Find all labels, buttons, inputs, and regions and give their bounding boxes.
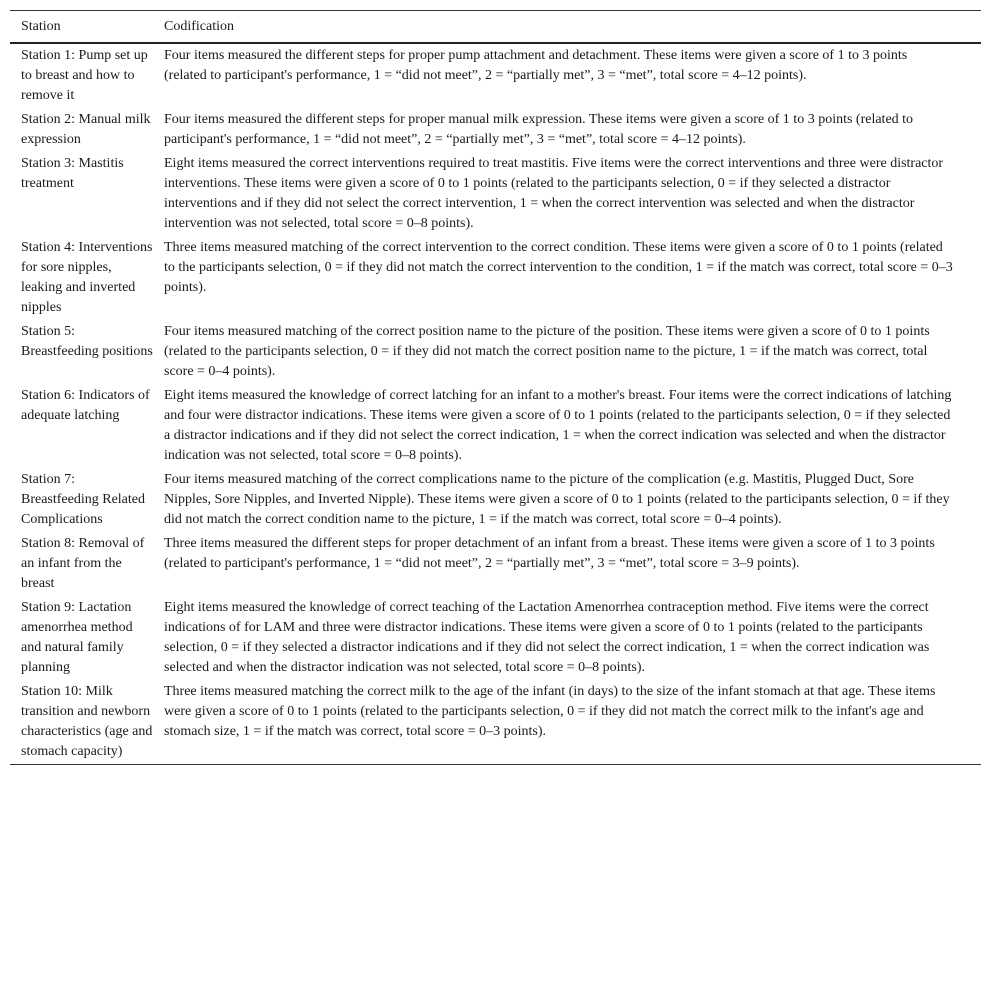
station-cell: Station 3: Mastitis treatment <box>21 156 124 191</box>
codification-cell: Three items measured the different steps for proper detachment of an infant from a breast. These items were given a score of 1 to 3 points (related to participant's performance, 1 = “did not meet”, 2 = “partially met”, 3 = “met”, total score = 3–9 points). <box>164 536 935 571</box>
table-row <box>10 108 981 152</box>
codification-cell: Four items measured the different steps for proper manual milk expression. These items were given a score of 1 to 3 points (related to participant's performance, 1 = “did not meet”, 2 = “partially met”, 3 = “met”, total score = 4–12 points). <box>164 112 914 147</box>
station-cell: Station 1: Pump set up to breast and how to remove it <box>21 48 148 103</box>
table-row <box>10 384 981 468</box>
table-row <box>10 320 981 384</box>
codification-cell: Eight items measured the knowledge of correct teaching of the Lactation Amenorrhea contraception method. Five items were the correct indications of for LAM and three were distractor indications. These items were given a score of 0 to 1 points (related to the participants selection, 0 = if they selected a distractor indications and if they did not select the correct indication, 1 = when the correct indication was selected and when the distractor indication was not selected, total score = 0–8 points). <box>164 600 930 675</box>
table-row <box>10 44 981 108</box>
codification-table <box>10 10 981 765</box>
table-row <box>10 596 981 680</box>
station-cell: Station 5: Breastfeeding positions <box>21 324 153 359</box>
table-row <box>10 532 981 596</box>
codification-cell: Eight items measured the knowledge of correct latching for an infant to a mother's breast. Four items were the correct indications of latching and four were distractor indications. These items were given a score of 0 to 1 points (related to the participants selection, 0 = if they selected a distractor indications and if they did not select the correct indication, 1 = when the correct indication was selected and when the distractor indication was not selected, total score = 0–8 points). <box>164 388 952 463</box>
header-codification: Codification <box>164 18 234 34</box>
station-cell: Station 9: Lactation amenorrhea method and natural family planning <box>21 600 133 675</box>
table-row <box>10 680 981 764</box>
codification-cell: Four items measured matching of the correct complications name to the picture of the complication (e.g. Mastitis, Plugged Duct, Sore Nipples, Sore Nipples, and Inverted Nipple). These items were given a score of 0 to 1 points (related to the participants selection, 0 = if they did not match the correct condition name to the picture, 1 = if the match was correct, total score = 0–4 points). <box>164 472 950 527</box>
codification-cell: Eight items measured the correct interventions required to treat mastitis. Five items were the correct interventions and three were distractor interventions. These items were given a score of 0 to 1 points (related to the participants selection, 0 = if they selected a distractor interventions and if they did not select the correct intervention, 1 = when the correct intervention was selected and when the distractor intervention was not selected, total score = 0–8 points). <box>164 156 944 231</box>
table-row <box>10 468 981 532</box>
station-cell: Station 2: Manual milk expression <box>21 112 151 147</box>
codification-cell: Three items measured matching the correct milk to the age of the infant (in days) to the size of the infant stomach at that age. These items were given a score of 0 to 1 points (related to the participants selection, 0 = if they did not match the correct milk to the infant's age and stomach size, 1 = if the match was correct, total score = 0–3 points). <box>164 684 936 739</box>
station-cell: Station 8: Removal of an infant from the breast <box>21 536 145 591</box>
codification-cell: Four items measured matching of the correct position name to the picture of the position. These items were given a score of 0 to 1 points (related to the participants selection, 0 = if they did not match the correct position name to the picture, 1 = if the match was correct, total score = 0–4 points). <box>164 324 930 379</box>
station-cell: Station 6: Indicators of adequate latching <box>21 388 150 423</box>
header-station: Station <box>21 18 61 34</box>
station-cell: Station 4: Interventions for sore nipples, leaking and inverted nipples <box>21 240 153 315</box>
table-row <box>10 152 981 236</box>
table-header <box>10 11 981 44</box>
table-row <box>10 236 981 320</box>
codification-cell: Four items measured the different steps for proper pump attachment and detachment. These items were given a score of 1 to 3 points (related to participant's performance, 1 = “did not meet”, 2 = “partially met”, 3 = “met”, total score = 4–12 points). <box>164 48 908 83</box>
station-cell: Station 7: Breastfeeding Related Complications <box>21 472 146 527</box>
station-cell: Station 10: Milk transition and newborn characteristics (age and stomach capacity) <box>21 684 153 759</box>
codification-cell: Three items measured matching of the correct intervention to the correct condition. These items were given a score of 0 to 1 points (related to the participants selection, 0 = if they did not match the correct intervention to the condition, 1 = if the match was correct, total score = 0–3 points). <box>164 240 953 295</box>
